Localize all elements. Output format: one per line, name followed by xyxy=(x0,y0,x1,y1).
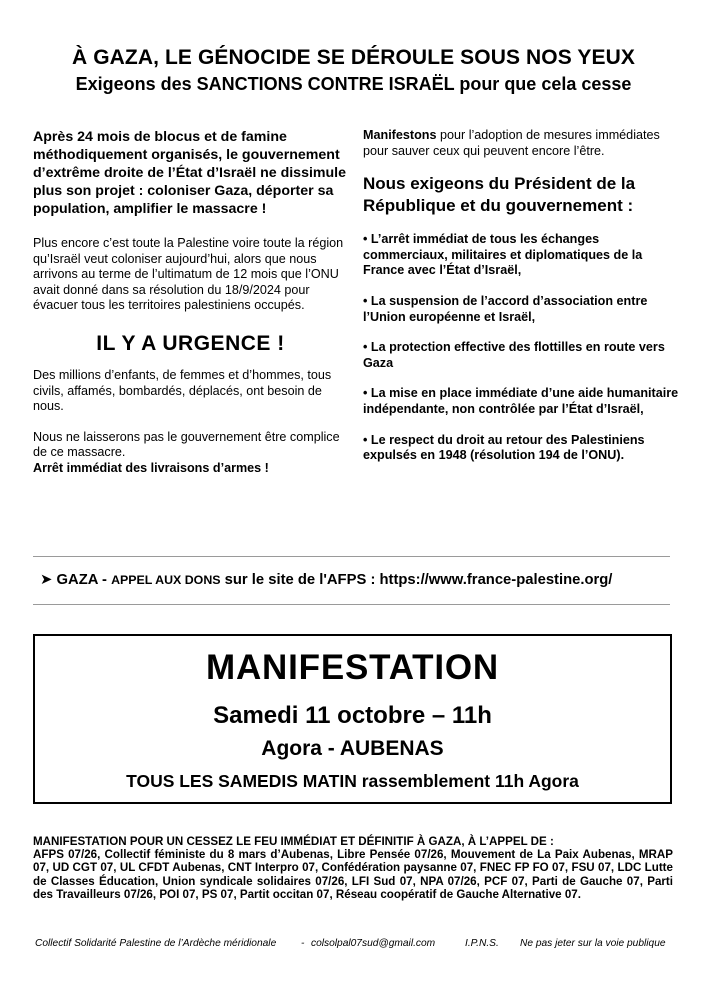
separator-bottom xyxy=(33,604,670,605)
organisations-intro: MANIFESTATION POUR UN CESSEZ LE FEU IMMÉDIAT ET DÉFINITIF À GAZA, À L’APPEL DE : xyxy=(33,835,554,848)
footer-dash: - xyxy=(301,938,305,949)
footer-notice: Ne pas jeter sur la voie publique xyxy=(520,938,666,949)
separator-top xyxy=(33,556,670,557)
organisations-list: AFPS 07/26, Collectif féministe du 8 mars d’Aubenas, Libre Pensée 07/26, Mouvement de La Paix Aubenas, MRAP 07, UD CGT 07, UL CFDT Aubenas, CNT Interpro 07, Confédération paysanne 07, FNEC FP FO 07, FSU 07, LDC Lutte de Classes Éducation, Union syndicale solidaires 07/26, LFI Sud 07, NPA 07/26, PCF 07, Parti de Gauche 07, Parti des Travailleurs 07/26, POI 07, PS 07, Partit occitan 07, Réseau coopératif de Gauche Alternative 07. xyxy=(33,848,673,901)
lead-paragraph: Après 24 mois de blocus et de famine méthodiquement organisés, le gouvernement d’extrême droite de l’État d’Israël ne dissimule plus son projet : coloniser Gaza, déporter sa population, amplifier le massacre ! xyxy=(33,129,347,217)
page-title: À GAZA, LE GÉNOCIDE SE DÉROULE SOUS NOS YEUX xyxy=(72,46,635,69)
appeal-gaza: GAZA - xyxy=(56,572,112,588)
manifestation-title: MANIFESTATION xyxy=(206,648,499,687)
victims-paragraph: Des millions d’enfants, de femmes et d’hommes, tous civils, affamés, bombardés, déplacés, ont besoin de nous. xyxy=(33,367,332,414)
arms-embargo-demand: Arrêt immédiat des livraisons d’armes ! xyxy=(33,460,269,475)
demand-item: • La suspension de l’accord d’association entre l’Union européenne et Israël, xyxy=(363,293,648,324)
page-subtitle: Exigeons des SANCTIONS CONTRE ISRAËL pour que cela cesse xyxy=(75,74,632,94)
footer-email[interactable]: colsolpal07sud@gmail.com xyxy=(311,938,436,949)
arrow-icon: ➤ xyxy=(40,572,53,588)
manifestons-rest: pour l’adoption de mesures immédiates pour sauver ceux qui peuvent encore l’être. xyxy=(363,128,660,158)
right-column xyxy=(363,128,683,464)
manifestons-paragraph xyxy=(363,128,683,159)
manifestation-box xyxy=(33,634,672,804)
footer-collectif: Collectif Solidarité Palestine de l’Ardèche méridionale xyxy=(35,938,277,949)
organisations-block xyxy=(33,835,673,901)
context-paragraph: Plus encore c’est toute la Palestine voire toute la région qu’Israël veut coloniser aujourd’hui, alors que nous arrivons au terme de l’ultimatum de 12 mois que l’ONU avait donné dans sa résolution du 18/9/2024 pour évacuer tous les territoires palestiniens occupés. xyxy=(33,236,344,313)
donation-appeal xyxy=(40,571,680,588)
appeal-caps: APPEL AUX DONS xyxy=(111,573,221,587)
manifestons-word: Manifestons xyxy=(363,128,437,142)
manifestation-date: Samedi 11 octobre – 11h xyxy=(213,702,492,729)
weekly-gathering: TOUS LES SAMEDIS MATIN rassemblement 11h Agora xyxy=(126,771,579,791)
demand-item: • La protection effective des flottilles en route vers Gaza xyxy=(363,340,665,370)
complicity-paragraph: Nous ne laisserons pas le gouvernement être complice de ce massacre. xyxy=(33,429,340,460)
demand-item: • L’arrêt immédiat de tous les échanges commerciaux, militaires et diplomatiques de la France avec l’État d’Israël, xyxy=(363,232,643,278)
appeal-link[interactable]: sur le site de l'AFPS : https://www.france-palestine.org/ xyxy=(220,572,613,588)
left-column xyxy=(33,128,348,477)
demand-item: • La mise en place immédiate d’une aide humanitaire indépendante, non contrôlée par l’État d’Israël, xyxy=(363,386,679,416)
footer-ipns: I.P.N.S. xyxy=(465,938,499,949)
urgence-heading: IL Y A URGENCE ! xyxy=(96,331,285,355)
demands-heading: Nous exigeons du Président de la République et du gouvernement : xyxy=(363,174,636,215)
manifestation-place: Agora - AUBENAS xyxy=(261,737,444,760)
demand-item: • Le respect du droit au retour des Palestiniens expulsés en 1948 (résolution 194 de l’ONU). xyxy=(363,432,645,463)
